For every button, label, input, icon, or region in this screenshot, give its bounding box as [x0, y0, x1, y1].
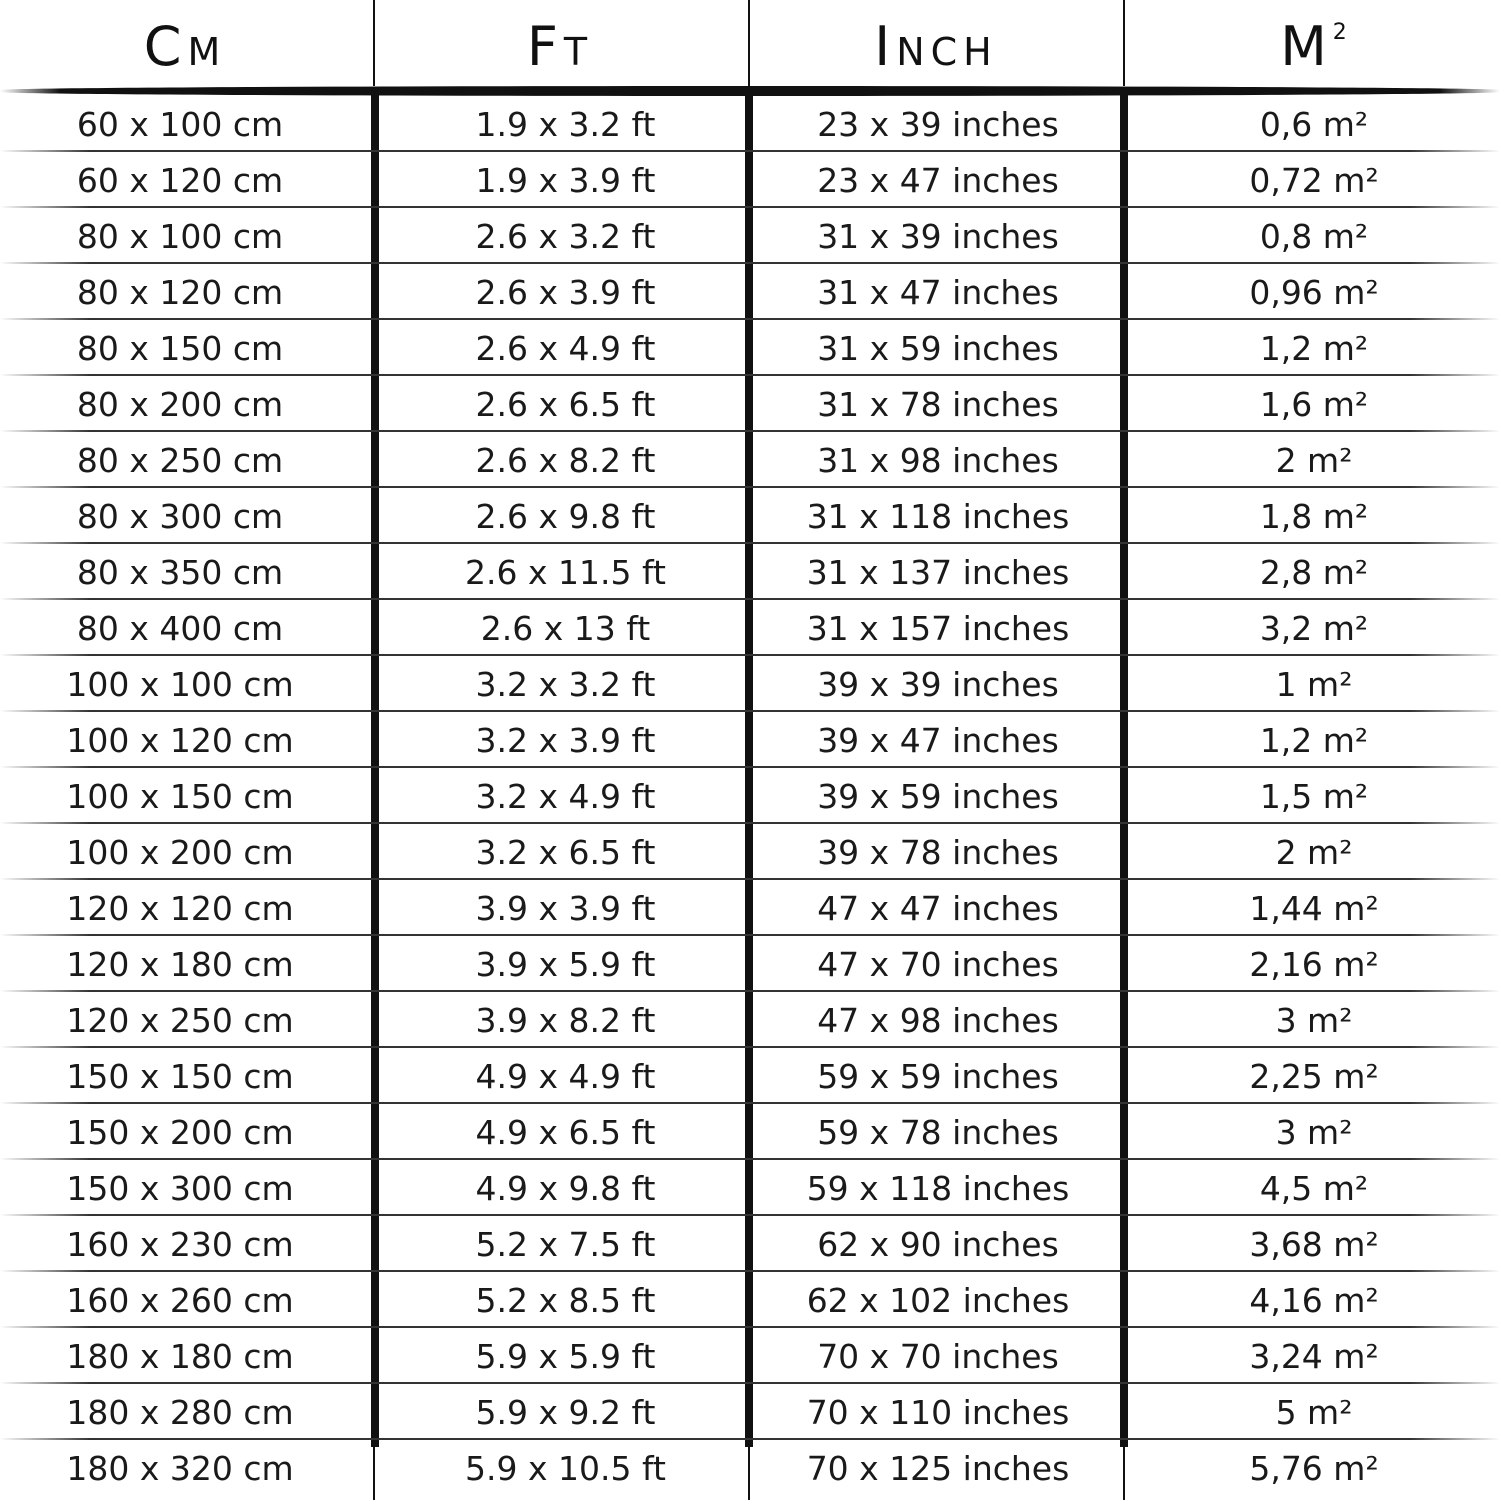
header-cm-label: Cm [143, 14, 227, 78]
cell-ft: 2.6 x 11.5 ft [465, 552, 666, 592]
cell-m2: 1,44 m² [1249, 888, 1379, 928]
cell-inch: 39 x 78 inches [817, 832, 1059, 872]
table-row [0, 264, 1500, 320]
cell-ft: 3.9 x 5.9 ft [475, 944, 656, 984]
cell-inch: 39 x 39 inches [817, 664, 1059, 704]
cell-cm: 180 x 320 cm [66, 1448, 294, 1488]
table-row [0, 1328, 1500, 1384]
table-row [0, 656, 1500, 712]
cell-ft: 2.6 x 3.2 ft [475, 216, 656, 256]
table-row [0, 1272, 1500, 1328]
cell-m2: 2 m² [1275, 440, 1353, 480]
cell-m2: 2,25 m² [1249, 1056, 1379, 1096]
cell-inch: 39 x 47 inches [817, 720, 1059, 760]
cell-m2: 0,96 m² [1249, 272, 1379, 312]
table-row [0, 376, 1500, 432]
cell-ft: 2.6 x 13 ft [480, 608, 651, 648]
cell-inch: 31 x 157 inches [806, 608, 1070, 648]
cell-ft: 2.6 x 9.8 ft [475, 496, 656, 536]
table-row [0, 1216, 1500, 1272]
cell-inch: 31 x 98 inches [817, 440, 1059, 480]
cell-cm: 100 x 100 cm [66, 664, 294, 704]
cell-cm: 80 x 120 cm [76, 272, 284, 312]
cell-cm: 120 x 120 cm [66, 888, 294, 928]
cell-cm: 150 x 150 cm [66, 1056, 294, 1096]
cell-ft: 5.2 x 7.5 ft [475, 1224, 656, 1264]
cell-m2: 0,8 m² [1259, 216, 1369, 256]
table-row [0, 1104, 1500, 1160]
cell-ft: 3.9 x 3.9 ft [475, 888, 656, 928]
cell-ft: 3.2 x 6.5 ft [475, 832, 656, 872]
column-divider-header-3 [1123, 0, 1125, 86]
cell-m2: 3 m² [1275, 1000, 1353, 1040]
cell-m2: 1,2 m² [1259, 328, 1369, 368]
table-row [0, 936, 1500, 992]
table-row [0, 880, 1500, 936]
table-row [0, 824, 1500, 880]
cell-cm: 120 x 250 cm [66, 1000, 294, 1040]
header-inch [750, 14, 1122, 78]
table-row [0, 96, 1500, 152]
cell-m2: 4,5 m² [1259, 1168, 1369, 1208]
header-m2-superscript: 2 [1332, 19, 1347, 45]
cell-ft: 4.9 x 4.9 ft [475, 1056, 656, 1096]
header-ft-label: Ft [526, 14, 594, 78]
header-m2-base: M [1280, 14, 1333, 78]
cell-inch: 70 x 110 inches [806, 1392, 1070, 1432]
cell-cm: 80 x 100 cm [76, 216, 284, 256]
table-row [0, 712, 1500, 768]
cell-ft: 2.6 x 8.2 ft [475, 440, 656, 480]
cell-m2: 2,8 m² [1259, 552, 1369, 592]
cell-inch: 39 x 59 inches [817, 776, 1059, 816]
cell-ft: 3.2 x 3.2 ft [475, 664, 656, 704]
cell-m2: 3,2 m² [1259, 608, 1369, 648]
cell-ft: 2.6 x 4.9 ft [475, 328, 656, 368]
table-row [0, 1048, 1500, 1104]
cell-m2: 0,72 m² [1249, 160, 1379, 200]
cell-cm: 150 x 200 cm [66, 1112, 294, 1152]
cell-cm: 180 x 280 cm [66, 1392, 294, 1432]
cell-inch: 47 x 47 inches [817, 888, 1059, 928]
cell-inch: 31 x 118 inches [806, 496, 1070, 536]
cell-inch: 70 x 70 inches [817, 1336, 1059, 1376]
table-row [0, 544, 1500, 600]
cell-ft: 3.2 x 4.9 ft [475, 776, 656, 816]
cell-cm: 150 x 300 cm [66, 1168, 294, 1208]
cell-m2: 4,16 m² [1249, 1280, 1379, 1320]
table-row [0, 768, 1500, 824]
cell-inch: 47 x 70 inches [817, 944, 1059, 984]
header-m2 [1127, 14, 1500, 78]
cell-inch: 31 x 59 inches [817, 328, 1059, 368]
cell-cm: 100 x 120 cm [66, 720, 294, 760]
cell-m2: 5,76 m² [1249, 1448, 1379, 1488]
table-row [0, 600, 1500, 656]
cell-ft: 4.9 x 9.8 ft [475, 1168, 656, 1208]
cell-m2: 1,6 m² [1259, 384, 1369, 424]
cell-m2: 5 m² [1275, 1392, 1353, 1432]
cell-ft: 3.2 x 3.9 ft [475, 720, 656, 760]
cell-inch: 31 x 78 inches [817, 384, 1059, 424]
cell-inch: 31 x 47 inches [817, 272, 1059, 312]
cell-ft: 3.9 x 8.2 ft [475, 1000, 656, 1040]
table-row [0, 1384, 1500, 1440]
cell-ft: 4.9 x 6.5 ft [475, 1112, 656, 1152]
cell-m2: 1 m² [1275, 664, 1353, 704]
cell-inch: 31 x 39 inches [817, 216, 1059, 256]
column-divider-header-1 [373, 0, 375, 86]
cell-inch: 70 x 125 inches [806, 1448, 1070, 1488]
cell-m2: 3 m² [1275, 1112, 1353, 1152]
cell-inch: 62 x 102 inches [806, 1280, 1070, 1320]
cell-inch: 62 x 90 inches [817, 1224, 1059, 1264]
table-row [0, 152, 1500, 208]
cell-ft: 2.6 x 6.5 ft [475, 384, 656, 424]
cell-m2: 3,68 m² [1249, 1224, 1379, 1264]
table-row [0, 432, 1500, 488]
cell-m2: 1,5 m² [1259, 776, 1369, 816]
header-inch-label: Inch [874, 14, 998, 78]
cell-ft: 1.9 x 3.2 ft [475, 104, 656, 144]
cell-inch: 23 x 39 inches [817, 104, 1059, 144]
cell-cm: 80 x 350 cm [76, 552, 284, 592]
cell-cm: 160 x 230 cm [66, 1224, 294, 1264]
header-ft [375, 14, 745, 78]
table-row [0, 1160, 1500, 1216]
cell-inch: 47 x 98 inches [817, 1000, 1059, 1040]
cell-m2: 2 m² [1275, 832, 1353, 872]
cell-cm: 80 x 400 cm [76, 608, 284, 648]
cell-cm: 60 x 120 cm [76, 160, 284, 200]
cell-cm: 80 x 300 cm [76, 496, 284, 536]
table-row [0, 1440, 1500, 1496]
header-m2-label [1280, 15, 1347, 78]
column-divider-header-2 [748, 0, 750, 86]
cell-ft: 5.9 x 5.9 ft [475, 1336, 656, 1376]
table-row [0, 208, 1500, 264]
cell-ft: 5.9 x 10.5 ft [465, 1448, 666, 1488]
table-row [0, 992, 1500, 1048]
cell-cm: 80 x 150 cm [76, 328, 284, 368]
cell-inch: 59 x 78 inches [817, 1112, 1059, 1152]
header-cm [0, 14, 370, 78]
cell-ft: 1.9 x 3.9 ft [475, 160, 656, 200]
cell-inch: 23 x 47 inches [817, 160, 1059, 200]
cell-m2: 1,8 m² [1259, 496, 1369, 536]
cell-cm: 60 x 100 cm [76, 104, 284, 144]
table-row [0, 320, 1500, 376]
cell-m2: 1,2 m² [1259, 720, 1369, 760]
cell-inch: 31 x 137 inches [806, 552, 1070, 592]
cell-cm: 100 x 200 cm [66, 832, 294, 872]
table-header [0, 0, 1500, 88]
table-row [0, 488, 1500, 544]
cell-cm: 80 x 250 cm [76, 440, 284, 480]
cell-cm: 80 x 200 cm [76, 384, 284, 424]
cell-ft: 2.6 x 3.9 ft [475, 272, 656, 312]
cell-inch: 59 x 59 inches [817, 1056, 1059, 1096]
cell-cm: 100 x 150 cm [66, 776, 294, 816]
cell-ft: 5.2 x 8.5 ft [475, 1280, 656, 1320]
cell-inch: 59 x 118 inches [806, 1168, 1070, 1208]
cell-m2: 0,6 m² [1259, 104, 1369, 144]
cell-cm: 160 x 260 cm [66, 1280, 294, 1320]
cell-cm: 180 x 180 cm [66, 1336, 294, 1376]
cell-m2: 3,24 m² [1249, 1336, 1379, 1376]
cell-cm: 120 x 180 cm [66, 944, 294, 984]
cell-m2: 2,16 m² [1249, 944, 1379, 984]
cell-ft: 5.9 x 9.2 ft [475, 1392, 656, 1432]
